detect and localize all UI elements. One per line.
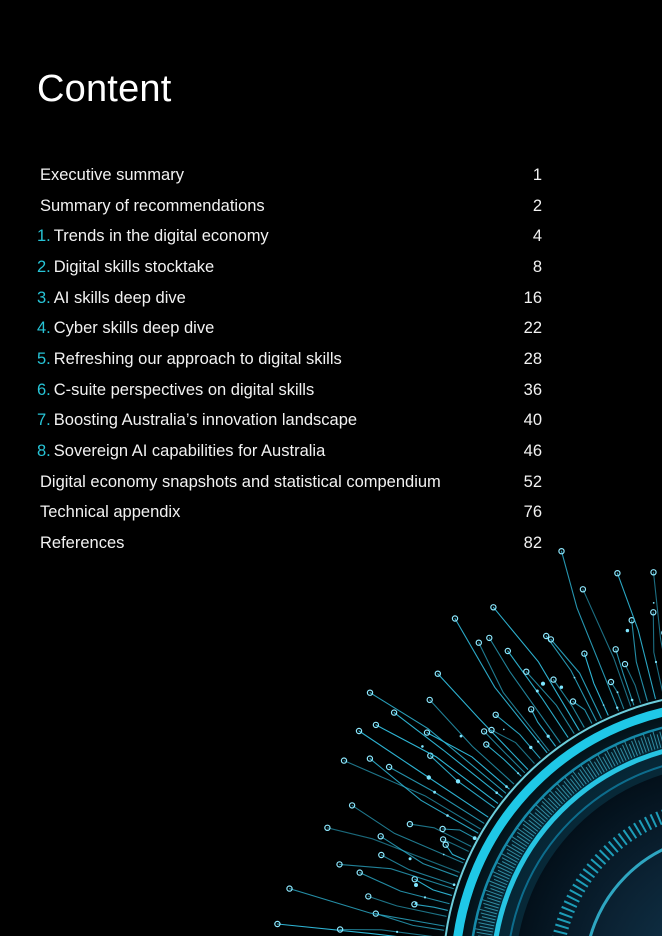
toc-entry-page: 16 — [523, 288, 542, 307]
ring-tick — [482, 900, 499, 905]
circuit-spark — [617, 691, 619, 693]
ring-tick — [494, 879, 507, 884]
ring-tick — [480, 909, 497, 914]
toc-entry-title: Cyber skills deep dive — [53, 319, 215, 338]
toc-entry-number: 4. — [37, 319, 51, 338]
circuit-line — [344, 761, 480, 829]
ring-tick — [580, 769, 589, 782]
ring-tick — [512, 844, 524, 851]
circuit-node — [651, 570, 656, 575]
circuit-line — [360, 873, 449, 904]
circuit-node — [367, 690, 372, 695]
circuit-line — [427, 733, 509, 789]
ring-tick — [536, 805, 549, 817]
ring-tick — [541, 805, 551, 815]
ring-tick — [477, 919, 495, 923]
ring-tick — [523, 828, 534, 836]
circuit-line — [611, 682, 624, 709]
toc-entry[interactable] — [37, 191, 542, 222]
toc-entry[interactable] — [37, 528, 542, 559]
circuit-node — [482, 729, 487, 734]
toc-entry-page: 22 — [523, 319, 542, 338]
circuit-node — [629, 618, 634, 623]
toc-entry[interactable] — [37, 252, 542, 283]
circuit-line — [394, 713, 502, 798]
circuit-spark — [396, 931, 398, 933]
ring-tick — [484, 907, 498, 911]
circuit-line — [554, 680, 585, 728]
toc-entry-page: 28 — [523, 349, 542, 368]
circuit-line — [455, 619, 547, 753]
circuit-node — [435, 671, 440, 676]
circuit-line — [410, 824, 471, 846]
ring-tick — [598, 755, 607, 771]
ring-tick — [581, 766, 591, 781]
table-of-contents — [37, 160, 542, 559]
page-title: Content — [37, 68, 172, 110]
circuit-spark — [547, 735, 550, 738]
toc-entry-page: 46 — [523, 442, 542, 461]
circuit-spark — [529, 746, 532, 749]
ring-tick — [543, 798, 556, 811]
toc-entry-label — [37, 197, 265, 216]
circuit-node — [613, 647, 618, 652]
toc-entry-label — [37, 473, 441, 492]
circuit-line — [493, 607, 579, 730]
circuit-spark — [456, 779, 460, 783]
toc-entry-label — [37, 381, 314, 400]
ring-tick — [498, 870, 511, 876]
ring-tick — [603, 757, 610, 769]
ring-tick — [620, 748, 626, 761]
circuit-spark — [453, 883, 456, 886]
circuit-spark — [517, 772, 519, 774]
circuit-line — [340, 930, 442, 936]
circuit-node — [559, 549, 564, 554]
circuit-node — [379, 852, 384, 857]
ring-tick — [653, 732, 658, 749]
toc-entry-label — [37, 166, 184, 185]
ring-tick — [481, 913, 497, 917]
ring-tick — [517, 832, 530, 841]
circuit-line — [414, 904, 447, 910]
ring-tick — [523, 824, 536, 834]
toc-entry-title: Summary of recommendations — [40, 196, 265, 215]
circuit-spark — [433, 791, 436, 794]
circuit-spark — [427, 775, 431, 779]
ring-tick — [512, 837, 527, 847]
ring-tick — [479, 923, 495, 926]
ring-tick — [650, 734, 655, 749]
circuit-node — [338, 927, 343, 932]
circuit-node — [366, 894, 371, 899]
circuit-node — [373, 911, 378, 916]
toc-entry-page: 4 — [532, 227, 542, 246]
toc-entry-number: 1. — [37, 227, 51, 246]
ring-tick — [632, 741, 638, 756]
circuit-node — [412, 877, 417, 882]
circuit-node — [622, 662, 627, 667]
circuit-spark — [603, 704, 605, 706]
toc-entry[interactable] — [37, 467, 542, 498]
circuit-spark — [424, 896, 426, 898]
ring-tick — [643, 735, 649, 752]
circuit-line — [583, 589, 631, 706]
circuit-line — [370, 759, 478, 833]
circuit-node — [493, 712, 498, 717]
toc-entry-label — [37, 411, 357, 430]
circuit-node — [373, 722, 378, 727]
toc-entry[interactable] — [37, 498, 542, 529]
ring-tick — [486, 890, 503, 896]
ring-tick — [639, 741, 644, 754]
circuit-spark — [443, 854, 445, 856]
ring-tick — [607, 750, 615, 766]
ring-tick — [564, 781, 574, 793]
circuit-line — [368, 896, 446, 916]
circuit-node — [387, 764, 392, 769]
ring-tick — [535, 813, 546, 822]
circuit-line — [430, 756, 494, 808]
ring-tick — [517, 836, 529, 844]
toc-entry-page: 8 — [532, 257, 542, 276]
circuit-spark — [460, 735, 463, 738]
circuit-node — [615, 571, 620, 576]
circuit-node — [570, 699, 575, 704]
ring-tick — [491, 889, 504, 894]
circuit-node — [487, 635, 492, 640]
toc-entry-page: 76 — [523, 503, 542, 522]
circuit-node — [491, 605, 496, 610]
ring-tick — [594, 762, 601, 774]
toc-entry-label — [37, 442, 325, 461]
ring-tick — [588, 764, 597, 777]
ring-tick — [586, 767, 594, 779]
circuit-spark — [503, 729, 505, 731]
toc-entry-page: 36 — [523, 380, 542, 399]
ring-tick — [493, 872, 509, 879]
circuit-node — [489, 727, 494, 732]
ring-tick — [565, 778, 576, 792]
circuit-node — [407, 822, 412, 827]
circuit-spark — [574, 677, 576, 679]
toc-entry-number: 8. — [37, 442, 51, 461]
toc-entry-title: Digital economy snapshots and statistical compendium — [40, 472, 441, 491]
circuit-spark — [537, 741, 539, 743]
circuit-node — [287, 886, 292, 891]
circuit-node — [350, 803, 355, 808]
circuit-spark — [541, 682, 545, 686]
circuit-node — [544, 633, 549, 638]
ring-tick — [570, 779, 579, 790]
circuit-node — [378, 834, 383, 839]
ring-tick — [629, 744, 634, 757]
circuit-spark — [495, 791, 498, 794]
ring-tick — [524, 820, 538, 831]
ring-tick — [475, 929, 493, 932]
toc-entry[interactable] — [37, 344, 542, 375]
circuit-line — [492, 730, 535, 763]
ring-tick — [572, 775, 582, 788]
ring-tick — [542, 802, 554, 813]
circuit-line — [446, 845, 465, 860]
circuit-line — [438, 674, 528, 770]
circuit-line — [546, 636, 596, 721]
toc-entry-title: Refreshing our approach to digital skills — [53, 349, 342, 368]
ring-tick — [502, 858, 516, 865]
ring-tick — [490, 885, 505, 891]
circuit-line — [654, 572, 662, 695]
circuit-node — [427, 697, 432, 702]
circuit-node — [452, 616, 457, 621]
circuit-node — [651, 610, 656, 615]
toc-entry[interactable] — [37, 160, 542, 191]
circuit-spark — [655, 661, 657, 663]
circuit-node — [484, 742, 489, 747]
circuit-node — [548, 637, 553, 642]
circuit-line — [526, 672, 574, 734]
circuit-line — [531, 709, 555, 746]
circuit-node — [341, 758, 346, 763]
ring-tick — [507, 845, 523, 854]
ring-tick — [497, 863, 513, 871]
ring-tick — [590, 760, 600, 775]
circuit-node — [608, 679, 613, 684]
ring-tick — [573, 772, 584, 786]
circuit-node — [357, 870, 362, 875]
circuit-spark — [560, 686, 563, 689]
toc-entry-page: 2 — [532, 196, 542, 215]
circuit-node — [476, 640, 481, 645]
circuit-node — [440, 826, 445, 831]
toc-entry-number: 7. — [37, 411, 51, 430]
circuit-line — [479, 643, 549, 751]
circuit-node — [337, 862, 342, 867]
circuit-line — [381, 855, 454, 885]
ring-tick — [482, 917, 496, 920]
circuit-line — [327, 828, 459, 873]
circuit-line — [625, 664, 641, 703]
circuit-line — [508, 651, 568, 737]
ring-tick — [641, 738, 646, 753]
toc-entry-page: 82 — [523, 534, 542, 553]
circuit-line — [551, 639, 601, 718]
ring-tick — [634, 738, 640, 755]
ring-tick — [536, 809, 548, 820]
circuit-line — [359, 731, 488, 817]
circuit-line — [562, 551, 619, 711]
circuit-line — [340, 864, 454, 888]
toc-entry-number: 6. — [37, 380, 51, 399]
circuit-line — [370, 693, 506, 793]
toc-entry[interactable] — [37, 406, 542, 437]
toc-entry[interactable] — [37, 313, 542, 344]
circuit-node — [367, 756, 372, 761]
circuit-node — [441, 837, 446, 842]
circuit-node — [582, 651, 587, 656]
circuit-line — [389, 767, 484, 823]
circuit-node — [275, 921, 280, 926]
circuit-line — [573, 702, 592, 724]
circuit-spark — [536, 690, 539, 693]
ring-tick — [623, 745, 630, 760]
circuit-spark — [446, 814, 449, 817]
circuit-spark — [616, 707, 618, 709]
circuit-node — [551, 677, 556, 682]
ring-tick — [549, 795, 560, 807]
circuit-node — [392, 710, 397, 715]
ring-tick — [556, 788, 567, 800]
circuit-line — [617, 573, 655, 698]
toc-entry[interactable] — [37, 375, 542, 406]
circuit-line — [443, 839, 468, 851]
circuit-line — [277, 924, 442, 936]
circuit-line — [430, 700, 514, 784]
circuit-line — [381, 836, 458, 876]
toc-entry-title: References — [40, 534, 125, 553]
circuit-line — [584, 654, 608, 716]
toc-entry-page: 40 — [523, 411, 542, 430]
toc-entry-label — [37, 289, 186, 308]
toc-entry-label — [37, 319, 214, 338]
ring-tick — [578, 773, 586, 784]
ring-tick — [518, 828, 533, 838]
circuit-line — [376, 725, 498, 803]
circuit-line — [496, 715, 540, 758]
circuit-spark — [626, 629, 629, 632]
circuit-spark — [414, 883, 418, 887]
circuit-node — [443, 842, 448, 847]
circuit-line — [376, 914, 444, 931]
circuit-spark — [421, 745, 424, 748]
toc-entry-title: Sovereign AI capabilities for Australia — [53, 442, 326, 461]
toc-entry-title: Executive summary — [40, 165, 184, 184]
circuit-spark — [631, 699, 634, 702]
toc-entry-label — [37, 534, 124, 553]
ring-tick — [502, 854, 518, 863]
toc-entry-title: Digital skills stocktake — [53, 257, 215, 276]
ring-tick — [489, 881, 506, 888]
ring-tick — [498, 867, 513, 874]
circuit-node — [428, 753, 433, 758]
ring-tick — [616, 746, 624, 762]
ring-tick — [487, 898, 500, 902]
circuit-node — [412, 902, 417, 907]
toc-entry-title: AI skills deep dive — [53, 288, 186, 307]
circuit-spark — [409, 857, 412, 860]
ring-tick — [548, 798, 558, 808]
ring-tick — [512, 841, 526, 850]
ring-tick — [483, 903, 498, 908]
ring-tick — [480, 926, 494, 929]
circuit-line — [486, 745, 521, 777]
circuit-node — [524, 669, 529, 674]
ring-tick — [657, 734, 661, 748]
toc-entry-label — [37, 227, 269, 246]
toc-entry-number: 3. — [37, 288, 51, 307]
ring-tick — [550, 791, 562, 804]
toc-entry-title: Boosting Australia’s innovation landscape — [53, 411, 358, 430]
toc-entry-page: 1 — [532, 165, 542, 184]
circuit-line — [632, 620, 648, 701]
ring-tick — [530, 813, 544, 825]
circuit-spark — [415, 902, 418, 905]
circuit-line — [290, 889, 445, 926]
toc-entry-label — [37, 258, 214, 277]
ring-tick — [625, 742, 632, 759]
circuit-node — [356, 728, 361, 733]
ring-tick — [605, 754, 613, 768]
circuit-node — [325, 825, 330, 830]
circuit-node — [529, 707, 534, 712]
toc-entry-number: 5. — [37, 349, 51, 368]
ring-tick — [555, 791, 565, 801]
circuit-line — [484, 731, 524, 772]
circuit-line — [352, 805, 463, 862]
circuit-spark — [505, 785, 508, 788]
circuit-spark — [473, 836, 477, 840]
circuit-spark — [653, 602, 655, 604]
toc-entry-title: Trends in the digital economy — [53, 227, 269, 246]
circuit-node — [424, 730, 429, 735]
ring-tick — [486, 894, 501, 899]
ring-tick — [648, 737, 652, 750]
toc-entry[interactable] — [37, 283, 542, 314]
circuit-line — [443, 829, 475, 838]
ring-tick — [612, 752, 618, 765]
ring-tick — [477, 932, 493, 935]
toc-entry-title: Technical appendix — [40, 503, 181, 522]
ring-tick — [494, 876, 509, 882]
toc-entry[interactable] — [37, 436, 542, 467]
toc-entry-title: C-suite perspectives on digital skills — [53, 380, 315, 399]
ring-tick — [507, 849, 521, 857]
ring-tick — [502, 862, 515, 868]
toc-entry[interactable] — [37, 221, 542, 252]
ring-tick — [529, 816, 541, 826]
circuit-node — [505, 648, 510, 653]
toc-entry-number: 2. — [37, 257, 51, 276]
toc-entry-label — [37, 350, 342, 369]
ring-tick — [529, 820, 540, 829]
ring-tick — [507, 853, 519, 860]
circuit-line — [653, 612, 662, 696]
ring-tick — [614, 749, 621, 763]
toc-entry-label — [37, 503, 180, 522]
circuit-line — [489, 638, 560, 743]
ring-tick — [596, 758, 604, 772]
toc-entry-page: 52 — [523, 472, 542, 491]
circuit-node — [580, 587, 585, 592]
ring-tick — [558, 784, 570, 798]
ring-tick — [563, 785, 572, 796]
circuit-line — [616, 649, 634, 705]
circuit-line — [415, 879, 452, 895]
